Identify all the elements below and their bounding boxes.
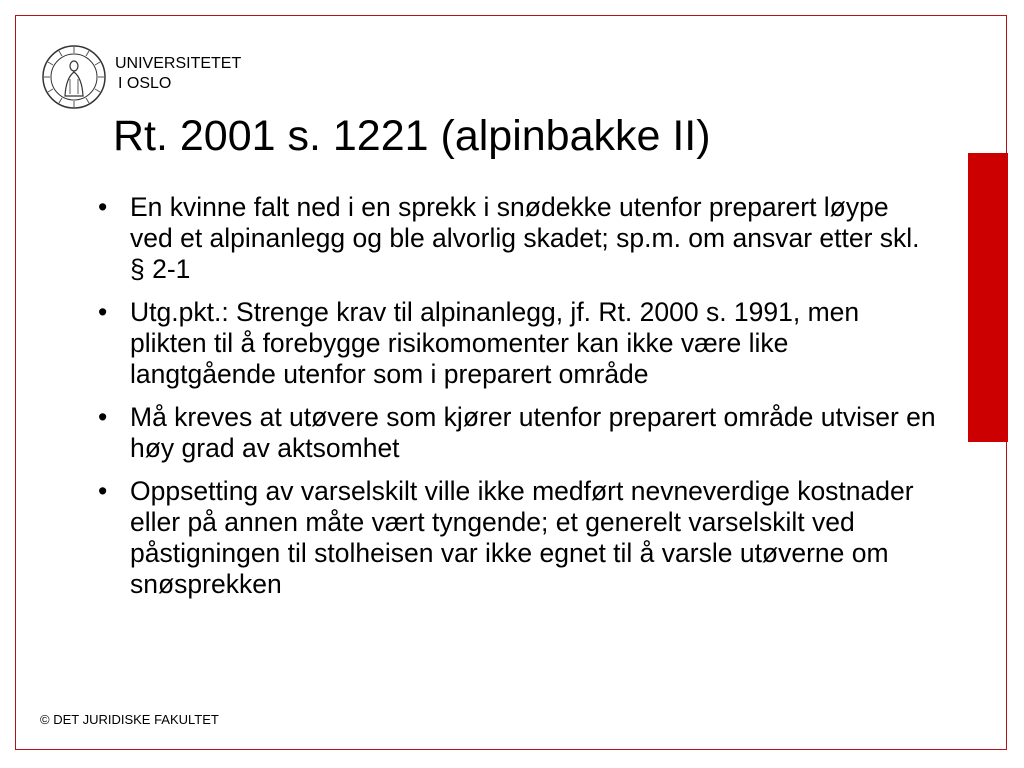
bullet-dot-icon: • [98, 402, 108, 432]
bullet-item [98, 297, 938, 390]
bullet-list [98, 192, 938, 612]
university-seal-icon [41, 44, 107, 110]
bullet-dot-icon: • [98, 476, 108, 506]
bullet-text: Oppsetting av varselskilt ville ikke medført nevneverdige kostnader eller på annen måte vært tyngende; et generelt varselskilt ved påstigningen til stolheisen var ikke egnet til å varsle utøverne om snøsprekken [130, 476, 914, 599]
bullet-text: En kvinne falt ned i en sprekk i snødekke utenfor preparert løype ved et alpinanlegg og ble alvorlig skadet; sp.m. om ansvar etter skl. § 2-1 [130, 192, 920, 284]
footer-copyright: © DET JURIDISKE FAKULTET [40, 712, 219, 727]
university-name [115, 54, 241, 94]
university-name-line2: I OSLO [118, 75, 172, 92]
bullet-text: Må kreves at utøvere som kjører utenfor preparert område utviser en høy grad av aktsomhet [130, 402, 936, 463]
accent-bar [968, 153, 1008, 442]
bullet-dot-icon: • [98, 192, 108, 222]
bullet-text: Utg.pkt.: Strenge krav til alpinanlegg, jf. Rt. 2000 s. 1991, men plikten til å forebygge risikomomenter kan ikke være like langtgående utenfor som i preparert område [130, 297, 860, 389]
slide-title: Rt. 2001 s. 1221 (alpinbakke II) [113, 112, 711, 160]
bullet-item [98, 476, 938, 600]
university-name-line1: UNIVERSITETET [115, 55, 242, 72]
bullet-dot-icon: • [98, 297, 108, 327]
bullet-item [98, 402, 938, 464]
bullet-item [98, 192, 938, 285]
